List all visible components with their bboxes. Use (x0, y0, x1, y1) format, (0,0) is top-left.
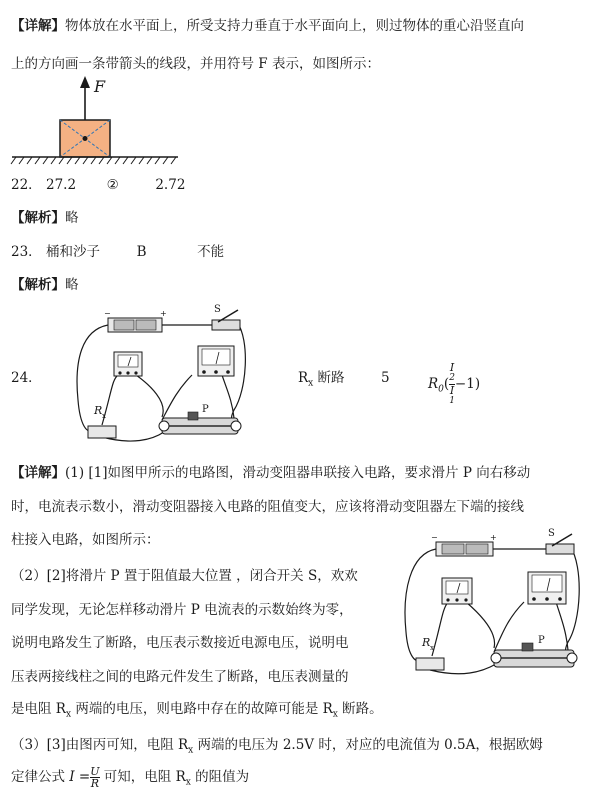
formula-r: R (428, 376, 439, 392)
detail-2-line-2: 同学发现，无论怎样移动滑片 P 电流表的示数始终为零， (11, 602, 353, 618)
battery (104, 309, 167, 332)
q24-answer-2: 5 (381, 370, 390, 386)
detail-1-text-1: (1) [1]如图甲所示的电路图，滑动变阻器串联接入电路，要求滑片 P 向右移动 (65, 465, 531, 481)
q22-answer-c: 2.72 (155, 177, 186, 193)
analysis-text: 略 (65, 210, 79, 226)
detail-1-line-2: 时，电流表示数小，滑动变阻器接入电路的阻值变大，应该将滑动变阻器左下端的接线 (11, 499, 524, 515)
analysis-tag: 【解析】 (11, 210, 65, 226)
detail-2-line-1: （2）[2]将滑片 P 置于阻值最大位置 ，闭合开关 S，欢欢 (11, 568, 358, 584)
rx-symbol: R (298, 370, 309, 386)
resistor-rx (416, 636, 444, 670)
detail-3-line-1 (11, 736, 543, 760)
formula-tail: −1) (454, 376, 481, 392)
q24-answer-1 (298, 369, 345, 393)
battery-plus: + (490, 533, 497, 542)
ohm-fraction (90, 766, 99, 789)
rx-label: R (94, 404, 103, 417)
switch-label: S (548, 528, 555, 539)
ohm-eq: I = (69, 769, 91, 785)
battery-minus: − (431, 533, 438, 542)
detail-text-1: 物体放在水平面上，所受支持力垂直于水平面向上，则过物体的重心沿竖直向 (65, 18, 524, 34)
detail-2-text-b: 两端的电压，则电路中存在的故障可能是 R (71, 701, 333, 717)
switch (546, 528, 574, 554)
detail-tag: 【详解】 (11, 465, 65, 481)
ohm-numerator: U (90, 765, 100, 778)
answer-22 (11, 176, 185, 194)
detail-3-text-e: 的阻值为 (190, 769, 250, 785)
q23-answer-c: 不能 (197, 244, 225, 260)
p-label: P (202, 404, 209, 415)
center-of-gravity (83, 136, 88, 141)
detail-3-text-d: 可知，电阻 R (99, 769, 186, 785)
rheostat (159, 404, 241, 434)
q22-answer-b: ② (106, 177, 119, 193)
rx-subscript: x (308, 378, 314, 389)
voltmeter (528, 572, 566, 604)
switch-label: S (214, 304, 221, 315)
detail-3-text-b: 两端的电压为 2.5V 时，对应的电流值为 0.5A，根据欧姆 (193, 737, 543, 753)
rx-subscript: x (185, 777, 191, 788)
analysis-tag: 【解析】 (11, 277, 65, 293)
switch (212, 304, 240, 330)
rx-sub: x (102, 412, 106, 420)
answer-text: 断路 (313, 370, 345, 386)
detail-2-line-4: 压表两接线柱之间的电路元件发生了断路，电压表测量的 (11, 669, 349, 685)
detail-1-line-1 (11, 464, 530, 482)
detail-2-line-5 (11, 700, 383, 724)
q23-number: 23． (11, 244, 42, 260)
formula-r-sub: 0 (438, 384, 444, 395)
force-diagram (10, 72, 190, 168)
battery-plus: + (160, 309, 167, 318)
den-sub: 1 (449, 396, 455, 406)
q23-answer-b: B (136, 244, 147, 260)
num-sub: 2 (449, 373, 455, 383)
detail-line-1 (11, 17, 524, 35)
rx-subscript: x (188, 745, 194, 756)
voltmeter (198, 346, 234, 376)
analysis-23 (11, 276, 79, 294)
circuit-diagram-2 (398, 522, 588, 682)
detail-2-text-c: 断路。 (337, 701, 383, 717)
ground-hatching (11, 157, 176, 164)
rx-subscript: x (332, 709, 338, 720)
den-i: I (449, 384, 455, 397)
q24-formula (428, 362, 480, 407)
analysis-22 (11, 209, 79, 227)
detail-2-line-3: 说明电路发生了断路，电压表示数接近电源电压，说明电 (11, 635, 349, 651)
ammeter (442, 578, 472, 604)
rheostat (491, 635, 577, 667)
detail-text-2: 上的方向画一条带箭头的线段，并用符号 F 表示，如图所示： (11, 56, 380, 72)
force-label: F (94, 77, 106, 96)
detail-3-text-c: 定律公式 (11, 769, 70, 785)
resistor-rx (88, 404, 116, 438)
detail-tag: 【详解】 (11, 18, 65, 34)
ammeter (114, 352, 142, 376)
detail-3-text-a: （3）[3]由图丙可知，电阻 R (11, 737, 189, 753)
detail-1-line-3: 柱接入电路，如图所示： (11, 532, 160, 548)
formula-lparen: ( (443, 376, 450, 392)
q24-number: 24． (11, 370, 42, 386)
rx-sub: x (430, 644, 434, 652)
detail-3-line-2 (11, 766, 249, 792)
ohm-denominator: R (90, 777, 100, 790)
rx-label: R (422, 636, 431, 649)
detail-line-2 (11, 55, 380, 73)
q22-answer-a: 27.2 (45, 177, 77, 193)
p-label: P (538, 635, 545, 646)
battery (431, 533, 497, 556)
detail-2-text-a: 是电阻 R (11, 701, 66, 717)
answer-23 (11, 243, 224, 261)
force-arrowhead (80, 76, 90, 88)
analysis-text: 略 (65, 277, 79, 293)
q23-answer-a: 桶和沙子 (45, 244, 100, 260)
battery-minus: − (104, 309, 111, 318)
q22-number: 22． (11, 177, 42, 193)
rx-subscript: x (65, 709, 72, 720)
circuit-diagram-1 (72, 300, 252, 450)
num-i: I (449, 361, 455, 374)
